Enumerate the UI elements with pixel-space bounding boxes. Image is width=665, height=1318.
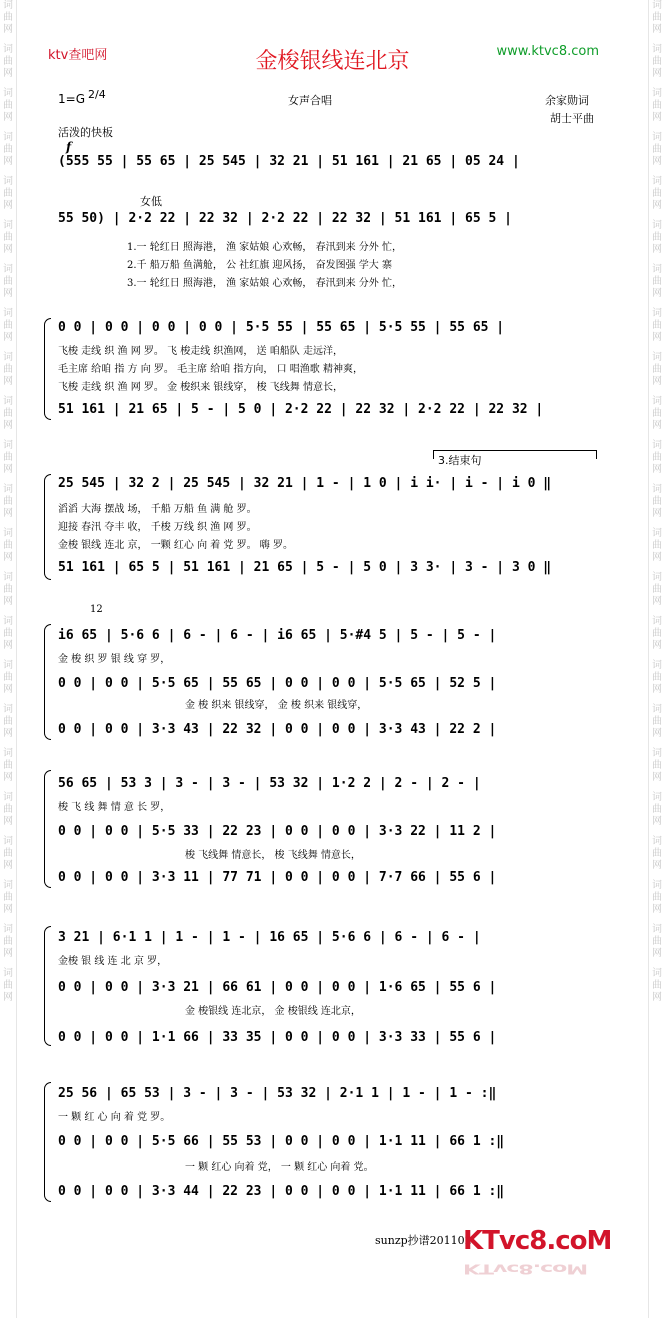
system-7-middle-notes: 0 0 | 0 0 | 5·5 66 | 55 53 | 0 0 | 0 0 | 1·1 11 | 66 1 :‖ xyxy=(58,1134,505,1149)
system-2-brace xyxy=(44,318,51,420)
tempo-marking: 活泼的快板 xyxy=(58,126,113,139)
system-7-lower-notes: 0 0 | 0 0 | 3·3 44 | 22 23 | 0 0 | 0 0 | 1·1 11 | 66 1 :‖ xyxy=(58,1184,505,1199)
watermark-text: 词 曲 网 xyxy=(3,528,13,563)
watermark-text: 词 曲 网 xyxy=(3,352,13,387)
system-7-middle-lyrics: 一 颗 红心 向着 党， 一 颗 红心 向着 党。 xyxy=(185,1162,374,1173)
watermark-text: 词 曲 网 xyxy=(652,440,662,475)
system-7-brace xyxy=(44,1082,51,1202)
watermark-text: 词 曲 网 xyxy=(3,704,13,739)
system-2-lower-notes: 51 161 | 21 65 | 5 - | 5 0 | 2·2 22 | 22 32 | 2·2 22 | 22 32 | xyxy=(58,402,544,417)
watermark-text: 词 曲 网 xyxy=(652,880,662,915)
system-2-lyrics-3: 飞梭 走线 织 渔 网 罗。 金 梭织来 银线穿， 梭 飞线舞 情意长， xyxy=(58,382,343,393)
system-2-upper-notes: 0 0 | 0 0 | 0 0 | 0 0 | 5·5 55 | 55 65 | 5·5 55 | 55 65 | xyxy=(58,320,505,335)
watermark-text: 词 曲 网 xyxy=(652,748,662,783)
watermark-text: 词 曲 网 xyxy=(652,528,662,563)
dynamic-marking: f xyxy=(66,140,72,154)
system-3-lyrics-1: 滔滔 大海 摆战 场， 千船 万船 鱼 满 舱 罗。 xyxy=(58,504,257,515)
watermark-text: 词 曲 网 xyxy=(3,660,13,695)
system-7-upper-notes: 25 56 | 65 53 | 3 - | 3 - | 53 32 | 2·1 1 | 1 - | 1 - :‖ xyxy=(58,1086,497,1101)
watermark-strip-right xyxy=(648,0,665,1318)
watermark-text: 词 曲 网 xyxy=(3,88,13,123)
system-6-middle-notes: 0 0 | 0 0 | 3·3 21 | 66 61 | 0 0 | 0 0 | 1·6 65 | 55 6 | xyxy=(58,980,497,995)
system-6-lower-notes: 0 0 | 0 0 | 1·1 66 | 33 35 | 0 0 | 0 0 | 3·3 33 | 55 6 | xyxy=(58,1030,497,1045)
watermark-text: 词 曲 网 xyxy=(652,220,662,255)
intro-notes-line-2: 55 50) | 2·2 22 | 22 32 | 2·2 22 | 22 32 | 51 161 | 65 5 | xyxy=(58,211,512,226)
verse-3-lyrics: 3.一 轮红日 照海港， 渔 家姑娘 心欢畅， 春汛到来 分外 忙， xyxy=(127,278,402,289)
transcriber-credit: sunzp抄谱201102 xyxy=(375,1234,472,1247)
system-2-lyrics-1: 飞梭 走线 织 渔 网 罗。 飞 梭走线 织渔网， 送 咱船队 走远洋， xyxy=(58,346,343,357)
system-5-upper-lyrics: 梭 飞 线 舞 情 意 长 罗， xyxy=(58,802,171,813)
system-3-brace xyxy=(44,474,51,580)
watermark-text: 词 曲 网 xyxy=(652,572,662,607)
system-6-brace xyxy=(44,926,51,1046)
ktvc8-logo-reflection: KTvc8.coM xyxy=(463,1261,588,1276)
site-url-right[interactable]: www.ktvc8.com xyxy=(496,44,599,59)
ending-label: 3.结束句 xyxy=(438,454,482,467)
system-4-lower-notes: 0 0 | 0 0 | 3·3 43 | 22 32 | 0 0 | 0 0 | 3·3 43 | 22 2 | xyxy=(58,722,497,737)
watermark-text: 词 曲 网 xyxy=(3,924,13,959)
watermark-text: 词 曲 网 xyxy=(3,0,13,35)
system-6-upper-notes: 3 21 | 6·1 1 | 1 - | 1 - | 16 65 | 5·6 6 | 6 - | 6 - | xyxy=(58,930,481,945)
system-3-lower-notes: 51 161 | 65 5 | 51 161 | 21 65 | 5 - | 5 0 | 3 3· | 3 - | 3 0 ‖ xyxy=(58,560,552,575)
site-name-left[interactable]: ktv查吧网 xyxy=(48,48,108,63)
watermark-text: 词 曲 网 xyxy=(3,396,13,431)
verse-1-lyrics: 1.一 轮红日 照海港， 渔 家姑娘 心欢畅， 春汛到来 分外 忙， xyxy=(127,242,402,253)
watermark-text: 词 曲 网 xyxy=(652,616,662,651)
system-5-brace xyxy=(44,770,51,888)
watermark-text: 词 曲 网 xyxy=(652,176,662,211)
composer-credit: 胡士平曲 xyxy=(550,112,594,125)
watermark-strip-left xyxy=(0,0,17,1318)
verse-2-lyrics: 2.千 船万船 鱼满舱， 公 社红旗 迎风扬， 奋发图强 学大 寨 xyxy=(127,260,392,271)
watermark-text: 词 曲 网 xyxy=(652,264,662,299)
watermark-text: 词 曲 网 xyxy=(652,308,662,343)
system-5-upper-notes: 56 65 | 53 3 | 3 - | 3 - | 53 32 | 1·2 2 | 2 - | 2 - | xyxy=(58,776,481,791)
watermark-text: 词 曲 网 xyxy=(652,792,662,827)
watermark-text: 词 曲 网 xyxy=(652,352,662,387)
watermark-text: 词 曲 网 xyxy=(652,132,662,167)
watermark-text: 词 曲 网 xyxy=(652,396,662,431)
watermark-text: 词 曲 网 xyxy=(3,308,13,343)
system-4-brace xyxy=(44,624,51,740)
system-2-lyrics-2: 毛主席 给咱 指 方 向 罗。 毛主席 给咱 指方向， 口 唱渔歌 精神爽， xyxy=(58,364,363,375)
system-4-middle-lyrics: 金 梭 织来 银线穿， 金 梭 织来 银线穿， xyxy=(185,700,368,711)
watermark-text: 词 曲 网 xyxy=(3,176,13,211)
system-6-upper-lyrics: 金梭 银 线 连 北 京 罗， xyxy=(58,956,168,967)
system-4-middle-notes: 0 0 | 0 0 | 5·5 65 | 55 65 | 0 0 | 0 0 | 5·5 65 | 52 5 | xyxy=(58,676,497,691)
watermark-text: 词 曲 网 xyxy=(3,572,13,607)
watermark-text: 词 曲 网 xyxy=(652,836,662,871)
song-title: 金梭银线连北京 xyxy=(255,49,410,74)
watermark-text: 词 曲 网 xyxy=(652,0,662,35)
performance-type: 女声合唱 xyxy=(288,94,332,107)
watermark-text: 词 曲 网 xyxy=(652,88,662,123)
watermark-text: 词 曲 网 xyxy=(652,484,662,519)
system-5-middle-lyrics: 梭 飞线舞 情意长， 梭 飞线舞 情意长， xyxy=(185,850,361,861)
part-label-alto: 女低 xyxy=(140,195,162,208)
watermark-text: 词 曲 网 xyxy=(3,220,13,255)
watermark-text: 词 曲 网 xyxy=(3,792,13,827)
watermark-text: 词 曲 网 xyxy=(3,440,13,475)
key-signature: 1=G xyxy=(58,92,85,106)
watermark-text: 词 曲 网 xyxy=(3,836,13,871)
watermark-text: 词 曲 网 xyxy=(652,660,662,695)
watermark-text: 词 曲 网 xyxy=(3,132,13,167)
watermark-text: 词 曲 网 xyxy=(3,484,13,519)
watermark-text: 词 曲 网 xyxy=(652,968,662,1003)
watermark-text: 词 曲 网 xyxy=(3,968,13,1003)
system-3-upper-notes: 25 545 | 32 2 | 25 545 | 32 21 | 1 - | 1 0 | i i· | i - | i 0 ‖ xyxy=(58,476,552,491)
ktvc8-logo[interactable]: KTvc8.coM xyxy=(463,1226,612,1256)
system-5-lower-notes: 0 0 | 0 0 | 3·3 11 | 77 71 | 0 0 | 0 0 | 7·7 66 | 55 6 | xyxy=(58,870,497,885)
system-6-middle-lyrics: 金 梭银线 连北京， 金 梭银线 连北京， xyxy=(185,1006,361,1017)
watermark-text: 词 曲 网 xyxy=(652,44,662,79)
watermark-text: 词 曲 网 xyxy=(3,616,13,651)
system-4-upper-lyrics: 金 梭 织 罗 银 线 穿 罗， xyxy=(58,654,171,665)
watermark-text: 词 曲 网 xyxy=(3,748,13,783)
watermark-text: 词 曲 网 xyxy=(3,44,13,79)
system-5-middle-notes: 0 0 | 0 0 | 5·5 33 | 22 23 | 0 0 | 0 0 | 3·3 22 | 11 2 | xyxy=(58,824,497,839)
system-3-lyrics-2: 迎接 春汛 夺丰 收， 千梭 万线 织 渔 网 罗。 xyxy=(58,522,257,533)
tie-bracket-12: 12 xyxy=(90,604,103,615)
intro-notes-line-1: (555 55 | 55 65 | 25 545 | 32 21 | 51 161 | 21 65 | 05 24 | xyxy=(58,154,520,169)
system-3-lyrics-3: 金梭 银线 连北 京， 一颗 红心 向 着 党 罗。 嗨 罗。 xyxy=(58,540,293,551)
lyricist-credit: 余家勋词 xyxy=(545,94,589,107)
time-signature: 2/4 xyxy=(88,88,106,101)
watermark-text: 词 曲 网 xyxy=(652,704,662,739)
watermark-text: 词 曲 网 xyxy=(652,924,662,959)
system-4-upper-notes: i6 65 | 5·6 6 | 6 - | 6 - | i6 65 | 5·#4 5 | 5 - | 5 - | xyxy=(58,628,497,643)
watermark-text: 词 曲 网 xyxy=(3,880,13,915)
system-7-upper-lyrics: 一 颗 红 心 向 着 党 罗。 xyxy=(58,1112,171,1123)
watermark-text: 词 曲 网 xyxy=(3,264,13,299)
